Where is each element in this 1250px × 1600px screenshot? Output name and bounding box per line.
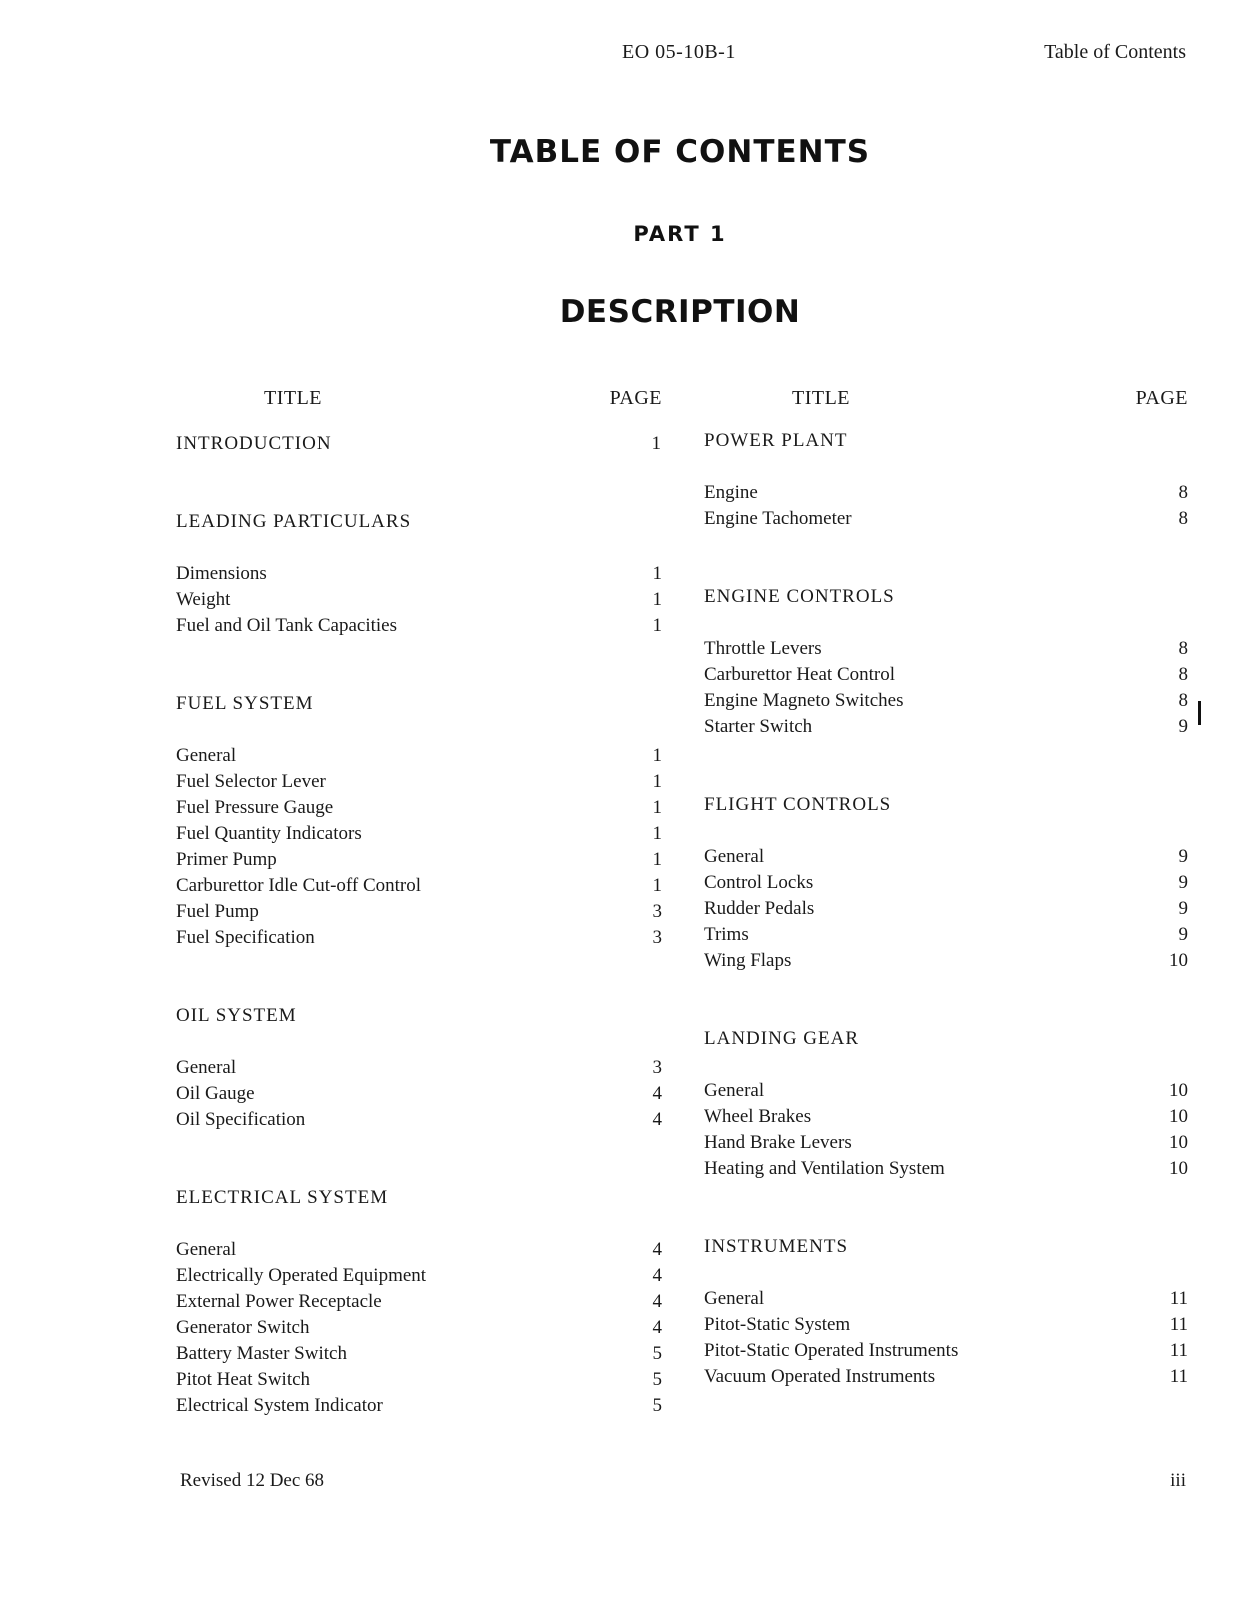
toc-section-title[interactable]	[704, 584, 1188, 610]
toc-entry[interactable]	[176, 1367, 662, 1393]
column-header	[704, 387, 1188, 413]
section-page-number: 1	[651, 433, 662, 454]
title-column-label: TITLE	[792, 387, 851, 409]
toc-entry[interactable]	[176, 1055, 662, 1081]
doc-id: EO 05-10B-1	[622, 41, 736, 63]
toc-entry-page: 8	[1178, 482, 1188, 503]
toc-entry[interactable]	[176, 1107, 662, 1133]
section-title-label: ELECTRICAL SYSTEM	[176, 1187, 389, 1208]
toc-entry[interactable]	[704, 1338, 1188, 1364]
toc-entry[interactable]	[704, 1130, 1188, 1156]
toc-entry[interactable]	[704, 870, 1188, 896]
toc-entry[interactable]	[176, 821, 662, 847]
toc-entry-label: Fuel Quantity Indicators	[176, 823, 362, 844]
toc-entry-label: Rudder Pedals	[704, 898, 815, 919]
toc-entry[interactable]	[176, 561, 662, 587]
toc-entry[interactable]	[704, 506, 1188, 532]
toc-entry-page: 1	[652, 797, 662, 818]
toc-entry-label: Pitot-Static Operated Instruments	[704, 1340, 959, 1361]
toc-entry-label: Fuel Pump	[176, 901, 259, 922]
toc-entry-label: Trims	[704, 924, 749, 945]
toc-section-title[interactable]	[704, 1026, 1188, 1052]
toc-entry[interactable]	[704, 1104, 1188, 1130]
toc-entry-label: Electrical System Indicator	[176, 1395, 383, 1416]
section-title-label: FUEL SYSTEM	[176, 693, 314, 714]
toc-section	[704, 428, 1188, 532]
section-heading: DESCRIPTION	[559, 294, 801, 330]
section-title-label: LANDING GEAR	[704, 1028, 860, 1049]
toc-entry[interactable]	[176, 587, 662, 613]
toc-entry-page: 4	[652, 1265, 662, 1286]
toc-section-title[interactable]	[176, 431, 662, 457]
toc-entry-page: 11	[1169, 1288, 1188, 1309]
toc-entry-page: 10	[1169, 1080, 1188, 1101]
section-title-label: POWER PLANT	[704, 430, 848, 451]
toc-entry-label: Electrically Operated Equipment	[176, 1265, 427, 1286]
toc-entry-page: 4	[652, 1109, 662, 1130]
toc-section-title[interactable]	[176, 1003, 662, 1029]
toc-entry-page: 8	[1178, 638, 1188, 659]
toc-entry[interactable]	[176, 795, 662, 821]
page-column-label: PAGE	[609, 387, 662, 409]
toc-entry-page: 3	[652, 901, 662, 922]
toc-entry-label: General	[704, 1288, 765, 1309]
toc-entry-page: 11	[1169, 1314, 1188, 1335]
toc-entry-page: 1	[652, 615, 662, 636]
toc-entry-page: 8	[1178, 508, 1188, 529]
toc-entry-label: General	[704, 1080, 765, 1101]
toc-sections-right	[704, 428, 1188, 1442]
toc-entry-label: Wing Flaps	[704, 950, 792, 971]
toc-section-title[interactable]	[704, 792, 1188, 818]
toc-entry[interactable]	[704, 844, 1188, 870]
toc-entry-label: Engine	[704, 482, 758, 503]
toc-entry-page: 11	[1169, 1340, 1188, 1361]
section-title-label: INSTRUMENTS	[704, 1236, 849, 1257]
toc-entry-label: General	[176, 1239, 237, 1260]
toc-entry-page: 1	[652, 589, 662, 610]
toc-entry-label: Pitot Heat Switch	[176, 1369, 311, 1390]
section-title-label: OIL SYSTEM	[176, 1005, 297, 1026]
toc-section	[176, 1003, 662, 1133]
toc-entry-label: Throttle Levers	[704, 638, 822, 659]
toc-entry-label: General	[176, 745, 237, 766]
toc-entry[interactable]	[704, 662, 1188, 688]
section-title-label: ENGINE CONTROLS	[704, 586, 895, 607]
toc-entry-label: Dimensions	[176, 563, 267, 584]
toc-entry-label: General	[176, 1057, 237, 1078]
toc-entry-label: External Power Receptacle	[176, 1291, 382, 1312]
toc-sections-left	[176, 431, 662, 1471]
toc-section	[704, 792, 1188, 974]
toc-entry-page: 9	[1178, 716, 1188, 737]
toc-entry[interactable]	[704, 922, 1188, 948]
toc-entry-label: Weight	[176, 589, 231, 610]
toc-entry-label: Battery Master Switch	[176, 1343, 347, 1364]
toc-entry-label: Carburettor Idle Cut-off Control	[176, 875, 422, 896]
toc-entry-page: 1	[652, 849, 662, 870]
toc-section-title[interactable]	[176, 1185, 662, 1211]
toc-entry-page: 1	[652, 875, 662, 896]
toc-entry-label: Hand Brake Levers	[704, 1132, 852, 1153]
toc-entry[interactable]	[704, 636, 1188, 662]
toc-entry-page: 10	[1169, 1106, 1188, 1127]
toc-section-title[interactable]	[176, 691, 662, 717]
toc-section	[176, 1185, 662, 1419]
revision-date: Revised 12 Dec 68	[180, 1470, 325, 1491]
toc-entry-label: Generator Switch	[176, 1317, 310, 1338]
toc-entry-label: Heating and Ventilation System	[704, 1158, 945, 1179]
toc-entry-label: Control Locks	[704, 872, 814, 893]
change-bar	[1198, 701, 1201, 725]
part-heading: PART 1	[633, 222, 727, 246]
toc-entry-page: 3	[652, 1057, 662, 1078]
toc-entry[interactable]	[704, 1364, 1188, 1390]
toc-entry-page: 10	[1169, 1158, 1188, 1179]
toc-entry[interactable]	[176, 743, 662, 769]
toc-entry-page: 1	[652, 823, 662, 844]
toc-entry-label: Oil Gauge	[176, 1083, 255, 1104]
toc-entry[interactable]	[176, 873, 662, 899]
toc-entry-label: Pitot-Static System	[704, 1314, 851, 1335]
toc-entry-page: 11	[1169, 1366, 1188, 1387]
toc-entry-label: Fuel Pressure Gauge	[176, 797, 334, 818]
toc-entry-page: 9	[1178, 872, 1188, 893]
toc-entry-page: 10	[1169, 1132, 1188, 1153]
toc-entry[interactable]	[176, 1081, 662, 1107]
toc-entry-page: 1	[652, 563, 662, 584]
title-column-label: TITLE	[264, 387, 323, 409]
page-number: iii	[1170, 1470, 1186, 1491]
toc-entry-label: Primer Pump	[176, 849, 277, 870]
toc-section-title[interactable]	[704, 428, 1188, 454]
header-section-label: Table of Contents	[1044, 41, 1186, 63]
toc-entry-label: Carburettor Heat Control	[704, 664, 896, 685]
toc-section	[176, 509, 662, 639]
toc-entry[interactable]	[176, 925, 662, 951]
toc-entry-label: Oil Specification	[176, 1109, 306, 1130]
toc-entry-page: 1	[652, 745, 662, 766]
toc-entry[interactable]	[704, 896, 1188, 922]
toc-entry-page: 3	[652, 927, 662, 948]
toc-entry-label: General	[704, 846, 765, 867]
toc-entry-page: 5	[652, 1343, 662, 1364]
toc-section-title[interactable]	[176, 509, 662, 535]
toc-section	[176, 691, 662, 951]
toc-entry[interactable]	[704, 1286, 1188, 1312]
toc-entry[interactable]	[704, 480, 1188, 506]
toc-entry[interactable]	[704, 948, 1188, 974]
toc-entry[interactable]	[176, 1315, 662, 1341]
column-header	[176, 387, 662, 413]
section-title-label: LEADING PARTICULARS	[176, 511, 412, 532]
toc-entry[interactable]	[176, 847, 662, 873]
toc-entry[interactable]	[176, 1289, 662, 1315]
toc-entry[interactable]	[704, 714, 1188, 740]
toc-section-title[interactable]	[704, 1234, 1188, 1260]
toc-entry[interactable]	[176, 613, 662, 639]
toc-entry-page: 9	[1178, 924, 1188, 945]
toc-entry-label: Starter Switch	[704, 716, 813, 737]
page-column-label: PAGE	[1135, 387, 1188, 409]
toc-entry-label: Fuel Selector Lever	[176, 771, 326, 792]
toc-section	[704, 584, 1188, 740]
page-title: TABLE OF CONTENTS	[489, 134, 871, 170]
toc-entry-page: 10	[1169, 950, 1188, 971]
toc-entry-label: Fuel Specification	[176, 927, 315, 948]
section-title-label: FLIGHT CONTROLS	[704, 794, 892, 815]
toc-section	[704, 1234, 1188, 1390]
toc-entry[interactable]	[176, 1237, 662, 1263]
toc-entry-label: Wheel Brakes	[704, 1106, 812, 1127]
toc-entry-page: 4	[652, 1317, 662, 1338]
toc-entry[interactable]	[176, 1263, 662, 1289]
toc-entry[interactable]	[176, 1393, 662, 1419]
toc-entry[interactable]	[176, 769, 662, 795]
toc-entry-page: 8	[1178, 664, 1188, 685]
toc-entry-page: 5	[652, 1369, 662, 1390]
toc-entry-label: Fuel and Oil Tank Capacities	[176, 615, 397, 636]
toc-entry[interactable]	[176, 1341, 662, 1367]
toc-entry[interactable]	[704, 1078, 1188, 1104]
toc-entry-label: Engine Tachometer	[704, 508, 852, 529]
toc-entry-page: 9	[1178, 846, 1188, 867]
toc-entry[interactable]	[704, 688, 1188, 714]
toc-entry-label: Engine Magneto Switches	[704, 690, 904, 711]
toc-entry[interactable]	[176, 899, 662, 925]
toc-section	[704, 1026, 1188, 1182]
toc-entry[interactable]	[704, 1156, 1188, 1182]
toc-entry-page: 9	[1178, 898, 1188, 919]
toc-entry-page: 4	[652, 1239, 662, 1260]
toc-entry-page: 4	[652, 1291, 662, 1312]
toc-section	[176, 431, 662, 457]
toc-entry-page: 8	[1178, 690, 1188, 711]
toc-entry-page: 1	[652, 771, 662, 792]
section-title-label: INTRODUCTION	[176, 433, 332, 454]
toc-entry-label: Vacuum Operated Instruments	[704, 1366, 936, 1387]
toc-entry-page: 4	[652, 1083, 662, 1104]
toc-entry[interactable]	[704, 1312, 1188, 1338]
toc-entry-page: 5	[652, 1395, 662, 1416]
